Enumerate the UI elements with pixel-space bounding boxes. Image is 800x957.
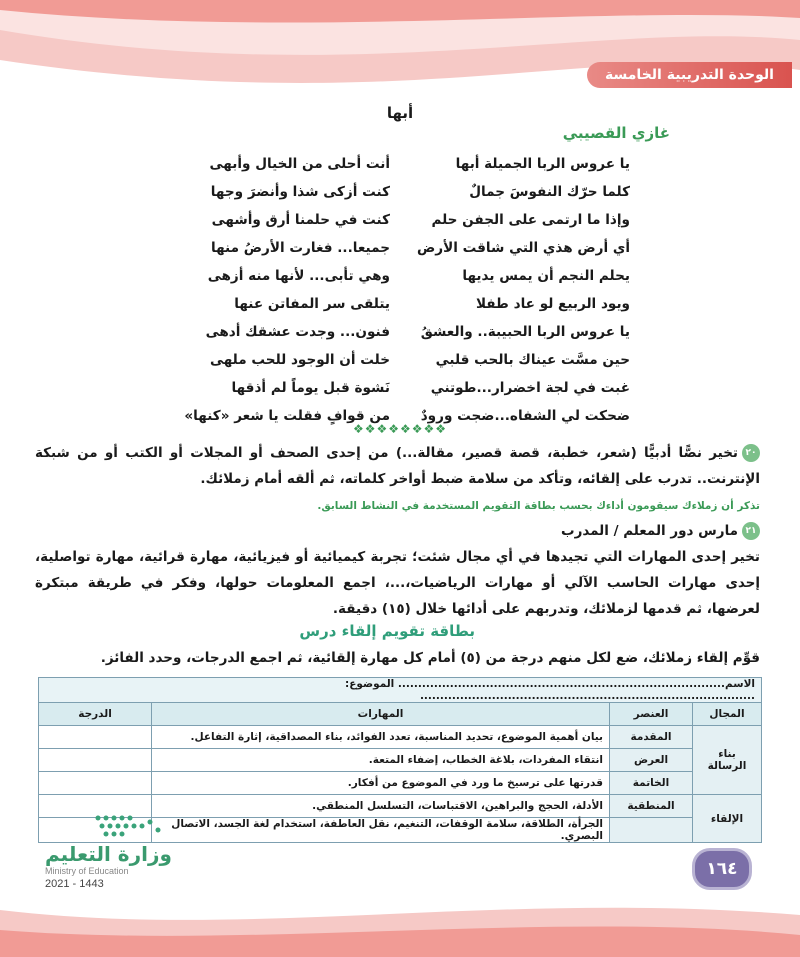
verse-right: غبت في لجة اخضرار...طوتني bbox=[430, 380, 630, 396]
verse-right: يا عروس الربا الجميلة أبها bbox=[455, 156, 630, 172]
poem-verses bbox=[160, 150, 630, 430]
activity-20 bbox=[35, 440, 760, 492]
verse-right: يحلم النجم أن يمس يديها bbox=[462, 268, 630, 284]
activity-number-badge: ٢١ bbox=[742, 522, 760, 540]
row-skill: قدرتها على ترسيخ ما ورد في الموضوع من أفكار. bbox=[152, 772, 610, 795]
row-skill: انتقاء المفردات، بلاغة الخطاب، إضفاء المتعة. bbox=[152, 749, 610, 772]
footer-decoration bbox=[0, 890, 800, 957]
verse-left: من قوافٍ فقلت يا شعر «كنها» bbox=[184, 408, 390, 424]
verse-right: وإذا ما ارتمى على الجفن حلم bbox=[431, 212, 630, 228]
row-element: المقدمة bbox=[610, 726, 693, 749]
group-message: بناء الرسالة bbox=[693, 726, 762, 795]
card-title: بطاقة تقويم إلقاء درس bbox=[299, 622, 475, 640]
ornament-separator: ❖❖❖❖❖❖❖❖ bbox=[352, 422, 448, 436]
grade-cell[interactable] bbox=[39, 772, 152, 795]
header-grade: الدرجة bbox=[39, 703, 152, 726]
verse-left: وهي تأبى... لأنها منه أزهى bbox=[207, 268, 390, 284]
poem-title: أبها bbox=[386, 104, 414, 122]
group-delivery: الإلقاء bbox=[693, 795, 762, 843]
row-element: العرض bbox=[610, 749, 693, 772]
verse-right: كلما حرّك النفوسَ جمالٌ bbox=[469, 184, 630, 200]
name-row bbox=[39, 678, 762, 703]
verse-right: ويود الربيع لو عاد طفلا bbox=[475, 296, 630, 312]
poet-name: غازي القصيبي bbox=[562, 124, 670, 142]
verse-left: كنت أزكى شذا وأنضرَ وجها bbox=[210, 184, 390, 200]
verse-right: أي أرض هذي التي شاقت الأرض bbox=[416, 240, 630, 256]
verse-left: يتلقى سر المفاتن عنها bbox=[234, 296, 390, 312]
unit-banner: الوحدة التدريبية الخامسة bbox=[587, 62, 792, 88]
verse-left: جميعا... فغارت الأرضُ منها bbox=[210, 240, 390, 256]
activity-number-badge: ٢٠ bbox=[742, 444, 760, 462]
verse-right: يا عروس الربا الحبيبة.. والعشقُ bbox=[420, 324, 630, 340]
card-instruction: قوِّم إلقاء زملائك، ضع لكل منهم درجة من (٥) أمام كل مهارة إلقائية، ثم اجمع الدرجات، وحدد الفائز. bbox=[100, 650, 760, 666]
activity-21-text: تخير إحدى المهارات التي تجيدها في أي مجال شئت؛ تجربة كيميائية أو فيزيائية، مهارة قرائية، مهارة تواصلية، إحدى مهارات الحاسب الآلي أو مهارات الرياضيات،...، اجمع المعلومات حولها، وفكر في طريقة مبتكرة لعرضها، ثم قدمها لزملائك، وتدربهم على أدائها خلال (١٥) دقيقة. bbox=[35, 549, 760, 617]
row-element: الخاتمة bbox=[610, 772, 693, 795]
verse-left: خلت أن الوجود للحب ملهى bbox=[209, 352, 390, 368]
verse-right: ضحكت لي الشفاه...ضجت ورودٌ bbox=[420, 408, 630, 424]
row-skill: الأدلة، الحجج والبراهين، الاقتباسات، التسلسل المنطقي. bbox=[152, 795, 610, 818]
row-element bbox=[610, 818, 693, 843]
header-element: العنصر bbox=[610, 703, 693, 726]
verse-left: أنت أحلى من الخيال وأبهى bbox=[209, 156, 390, 172]
row-skill: بيان أهمية الموضوع، تحديد المناسبة، تعدد الفوائد، بناء المصداقية، إثارة التفاعل. bbox=[152, 726, 610, 749]
activity-21-heading: ٢١مارس دور المعلم / المدرب bbox=[35, 518, 760, 544]
grade-cell[interactable] bbox=[39, 749, 152, 772]
grade-cell[interactable] bbox=[39, 726, 152, 749]
verse-right: حين مسَّت عيناك بالحب قلبي bbox=[435, 352, 630, 368]
header-skills: المهارات bbox=[152, 703, 610, 726]
ministry-name: وزارة التعليم bbox=[45, 842, 172, 866]
name-topic-field: الاسم.................................................................................. الموضوع: .................................................................................... bbox=[39, 678, 762, 703]
table-row bbox=[39, 726, 762, 749]
ministry-logo-icon bbox=[88, 810, 178, 840]
activity-21 bbox=[35, 518, 760, 622]
table-row bbox=[39, 749, 762, 772]
table-row bbox=[39, 772, 762, 795]
verse-left: كنت في حلمنا أرق وأشهى bbox=[211, 212, 390, 228]
header-decoration bbox=[0, 0, 800, 120]
row-skill: الجرأة، الطلاقة، سلامة الوقفات، التنغيم، نقل العاطفة، استخدام لغة الجسد، الاتصال البصري. bbox=[152, 818, 610, 843]
table-header-row bbox=[39, 703, 762, 726]
activity-20-text: تخير نصًّا أدبيًّا (شعر، خطبة، قصة قصير، مقالة...) من إحدى الصحف أو المجلات أو الكتب أو من شبكة الإنترنت.. تدرب على إلقائه، وتأكد من سلامة ضبط أواخر كلماته، ثم ألقه أمام زملائك. bbox=[35, 445, 760, 487]
verse-left: فنون... وجدت عشقك أدهى bbox=[205, 324, 390, 340]
verse-left: نَشوة قبل يوماً لم أذقها bbox=[231, 380, 390, 396]
ministry-name-en: Ministry of Education bbox=[45, 866, 129, 876]
row-element: المنطقية bbox=[610, 795, 693, 818]
activity-20-note: تذكر أن زملاءك سيقومون أداءك بحسب بطاقة التقويم المستخدمة في النشاط السابق. bbox=[317, 500, 760, 512]
header-field: المجال bbox=[693, 703, 762, 726]
page-number: ١٦٤ bbox=[692, 848, 752, 890]
edition-year: 2021 - 1443 bbox=[45, 878, 104, 890]
